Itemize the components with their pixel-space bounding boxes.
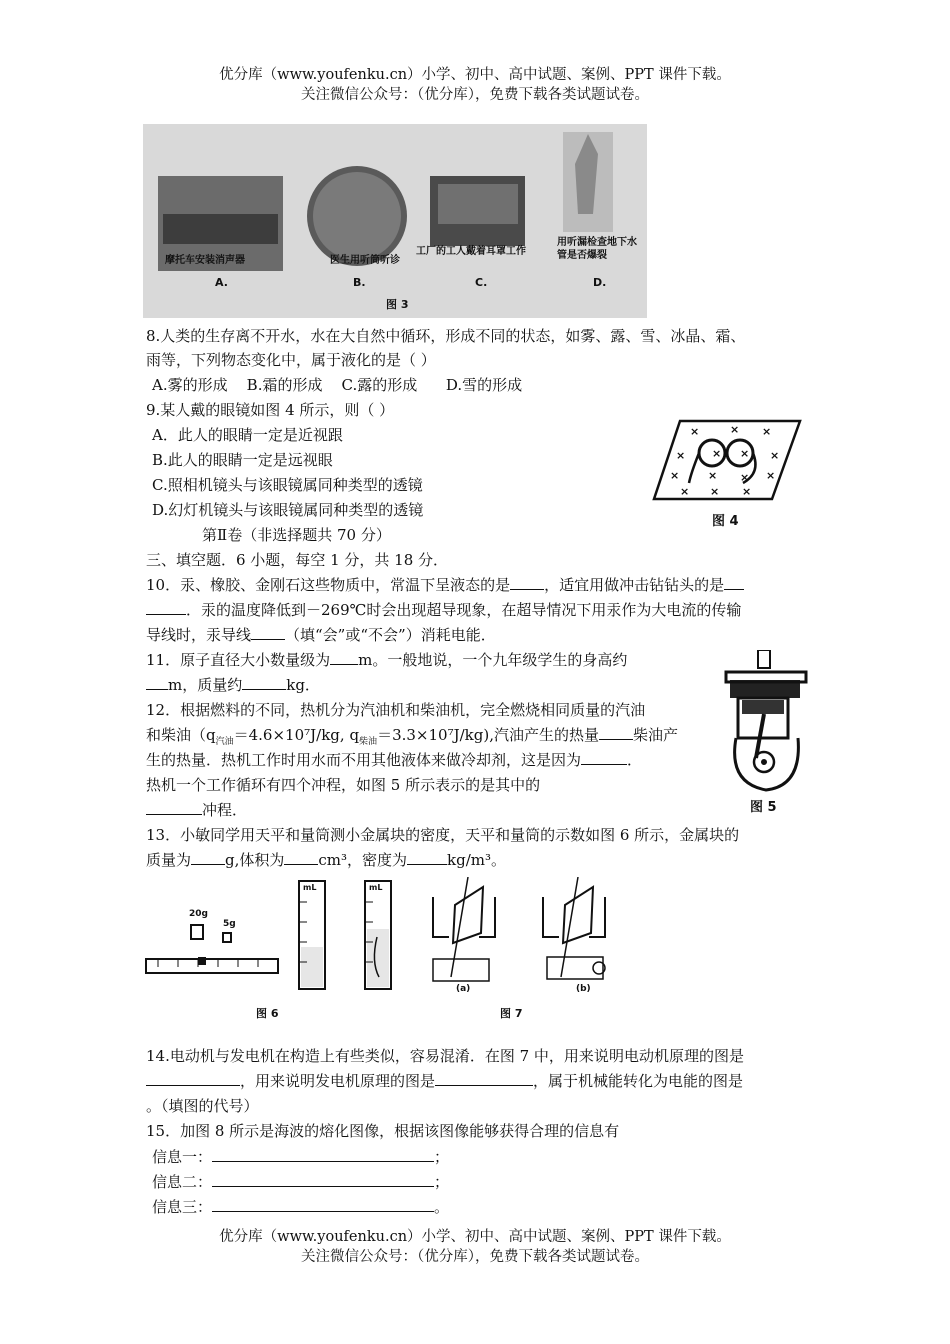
q13-l2c: cm³，密度为 xyxy=(318,851,408,869)
q11-l1b: m。一般地说，一个九年级学生的身高约 xyxy=(358,651,628,669)
header-line-2: 关注微信公众号：（优分库），免费下载各类试题试卷。 xyxy=(301,87,649,103)
q12-line-3 xyxy=(146,750,642,770)
q10-blank-2a[interactable] xyxy=(724,575,744,590)
q12-l2c: ＝3.3×10⁷J/kg),汽油产生的热量 xyxy=(377,726,599,744)
q11-blank-3[interactable] xyxy=(242,675,286,690)
svg-text:×: × xyxy=(770,449,780,462)
q12-sub-diesel: 柴油 xyxy=(359,737,378,747)
q12-blank-1[interactable] xyxy=(599,725,633,740)
q14-l2a: ，用来说明发电机原理的图是 xyxy=(240,1072,436,1090)
q12-line-2 xyxy=(146,725,678,752)
q14-blank-generator[interactable] xyxy=(435,1071,533,1086)
svg-text:×: × xyxy=(712,447,722,460)
q9-option-c: C.照相机镜头与该眼镜属同种类型的透镜 xyxy=(152,476,423,494)
svg-text:×: × xyxy=(766,469,776,482)
q10-blank-2b[interactable] xyxy=(146,600,186,615)
svg-text:×: × xyxy=(680,485,690,498)
q13-l2a: 质量为 xyxy=(146,851,192,869)
svg-text:×: × xyxy=(762,425,772,438)
q10-line-2 xyxy=(146,600,741,620)
fig3-caption-c: 工厂的工人戴着耳罩工作 xyxy=(416,246,526,257)
fig3-letter-b: B. xyxy=(353,276,366,289)
q11-line-1 xyxy=(146,650,627,670)
q12-l3a: 生的热量．热机工作时用水而不用其他液体来做冷却剂，这是因为 xyxy=(146,751,582,769)
q13-l2b: g,体积为 xyxy=(225,851,285,869)
q13-blank-mass[interactable] xyxy=(191,850,225,865)
q13-blank-density[interactable] xyxy=(407,850,447,865)
q14-l2b: ，属于机械能转化为电能的图是 xyxy=(533,1072,744,1090)
q13-line-2 xyxy=(146,850,506,870)
q13-line-1: 13．小敏同学用天平和量筒测小金属块的密度，天平和量筒的示数如图 6 所示，金属块的 xyxy=(146,826,740,844)
fig3-letter-d: D. xyxy=(593,276,607,289)
q9-stem: 9.某人戴的眼镜如图 4 所示，则（ ） xyxy=(146,401,395,419)
q14-line-3: 。（填图的代号） xyxy=(146,1097,259,1115)
q11-l1a: 11．原子直径大小数量级为 xyxy=(146,651,331,669)
q11-line-2 xyxy=(146,675,320,695)
fig6-label: 图 6 xyxy=(256,1007,279,1020)
svg-text:×: × xyxy=(710,485,720,498)
footer-line-1: 优分库（www.youfenku.cn）小学、初中、高中试题、案例、PPT 课件下载。 xyxy=(219,1229,731,1245)
q12-l3b: ． xyxy=(627,751,643,769)
q15-info3-label: 信息三： xyxy=(152,1198,213,1216)
q12-l5b: 冲程． xyxy=(202,801,248,819)
fig7a-label: (a) xyxy=(456,984,471,994)
cylinder-2-unit: mL xyxy=(369,883,383,892)
part3-title: 三、填空题．6 小题，每空 1 分，共 18 分． xyxy=(146,551,449,569)
q11-l2b: kg． xyxy=(286,676,320,694)
fig3-letter-a: A. xyxy=(215,276,228,289)
figure-5-art xyxy=(722,650,814,792)
q8-line-1: 8.人类的生存离不开水，水在大自然中循环，形成不同的状态，如雾、露、雪、冰晶、霜、 xyxy=(146,327,746,345)
q12-line-4: 热机一个工作循环有四个冲程，如图 5 所示表示的是其中的 xyxy=(146,776,541,794)
q10-blank-3[interactable] xyxy=(251,625,285,640)
q9-option-d: D.幻灯机镜头与该眼镜属同种类型的透镜 xyxy=(152,501,424,519)
q11-blank-2[interactable] xyxy=(146,675,168,690)
q15-blank-3[interactable] xyxy=(212,1197,434,1212)
svg-text:×: × xyxy=(740,471,750,484)
q9-option-a: A．此人的眼睛一定是近视跟 xyxy=(152,426,343,444)
footer-line-2: 关注微信公众号：（优分库），免费下载各类试题试卷。 xyxy=(301,1249,649,1265)
q10-l1a: 10．汞、橡胶、金刚石这些物质中，常温下呈液态的是 xyxy=(146,576,511,594)
q11-blank-1[interactable] xyxy=(330,650,358,665)
q12-blank-3[interactable] xyxy=(146,800,202,815)
q10-l1b: ，适宜用做冲击钻钻头的是 xyxy=(544,576,725,594)
q15-info2-label: 信息二： xyxy=(152,1173,213,1191)
q12-l2b: ＝4.6×10⁷J/kg, q xyxy=(233,726,360,744)
weight-5g: 5g xyxy=(223,919,236,929)
q15-stem: 15．加图 8 所示是海波的熔化图像，根据该图像能够获得合理的信息有 xyxy=(146,1122,620,1140)
fig3-caption-b: 医生用听筒听诊 xyxy=(330,255,400,266)
q15-blank-2[interactable] xyxy=(212,1172,434,1187)
q9-option-b: B.此人的眼睛一定是远视眼 xyxy=(152,451,333,469)
q12-line-5 xyxy=(146,800,247,820)
svg-text:×: × xyxy=(708,469,718,482)
q10-line-1 xyxy=(146,575,744,595)
svg-text:×: × xyxy=(730,423,740,436)
q10-l3b: （填“会”或“不会”）消耗电能． xyxy=(285,626,496,644)
fig7-label: 图 7 xyxy=(500,1007,523,1020)
fig4-label: 图 4 xyxy=(712,514,739,529)
q12-l2a: 和柴油（q xyxy=(146,726,216,744)
svg-text:×: × xyxy=(742,485,752,498)
q12-l2d: 柴油产 xyxy=(632,726,678,744)
q10-l3a: 导线时，汞导线 xyxy=(146,626,252,644)
fig5-label: 图 5 xyxy=(750,800,777,815)
q15-blank-1[interactable] xyxy=(212,1147,434,1162)
figure-5 xyxy=(722,650,814,815)
q10-line-3 xyxy=(146,625,496,645)
q15-info3-end: 。 xyxy=(434,1198,450,1216)
q15-info2-end: ； xyxy=(434,1173,450,1191)
section2-title: 第Ⅱ卷（非选择题共 70 分） xyxy=(202,526,391,544)
fig7b-label: (b) xyxy=(576,984,591,994)
q15-info1-end: ； xyxy=(434,1148,450,1166)
header-line-1: 优分库（www.youfenku.cn）小学、初中、高中试题、案例、PPT 课件下载。 xyxy=(219,67,731,83)
fig3-caption-d: 用听漏检查地下水管是否爆裂 xyxy=(557,237,637,261)
figures-6-7 xyxy=(143,877,633,1022)
q10-l2a: ．汞的温度降低到－269℃时会出现超导现象，在超导情况下用汞作为大电流的传输 xyxy=(186,601,742,619)
svg-text:×: × xyxy=(690,425,700,438)
fig3-letter-c: C. xyxy=(475,276,488,289)
q11-l2a: m，质量约 xyxy=(168,676,243,694)
q13-blank-volume[interactable] xyxy=(284,850,318,865)
weight-20g: 20g xyxy=(189,909,208,919)
q8-line-2: 雨等，下列物态变化中，属于液化的是（ ） xyxy=(146,351,436,369)
q14-blank-motor[interactable] xyxy=(146,1071,240,1086)
svg-text:×: × xyxy=(670,469,680,482)
fig3-caption-a: 摩托车安装消声器 xyxy=(165,255,245,266)
q14-line-2 xyxy=(146,1071,743,1091)
q8-options: A.雾的形成 B.霜的形成 C.露的形成 D.雪的形成 xyxy=(152,376,523,394)
q15-info-1 xyxy=(152,1147,449,1167)
svg-text:×: × xyxy=(676,449,686,462)
q15-info1-label: 信息一： xyxy=(152,1148,213,1166)
figure-4 xyxy=(650,415,810,530)
q15-info-2 xyxy=(152,1172,449,1192)
q14-line-1: 14.电动机与发电机在构造上有些类似，容易混淆．在图 7 中，用来说明电动机原理的图是 xyxy=(146,1047,744,1065)
q12-blank-2[interactable] xyxy=(581,750,627,765)
q10-blank-1[interactable] xyxy=(510,575,544,590)
q12-line-1: 12．根据燃料的不同，热机分为汽油机和柴油机，完全燃烧相同质量的汽油 xyxy=(146,701,646,719)
svg-text:×: × xyxy=(740,447,750,460)
fig3-title: 图 3 xyxy=(386,298,409,311)
figures-6-7-art xyxy=(143,877,633,1002)
q12-sub-gasoline: 汽油 xyxy=(215,737,234,747)
cylinder-1-unit: mL xyxy=(303,883,317,892)
q15-info-3 xyxy=(152,1197,449,1217)
figure-3 xyxy=(143,124,647,318)
figure-4-art xyxy=(650,415,810,510)
q13-l2d: kg/m³。 xyxy=(447,851,507,869)
